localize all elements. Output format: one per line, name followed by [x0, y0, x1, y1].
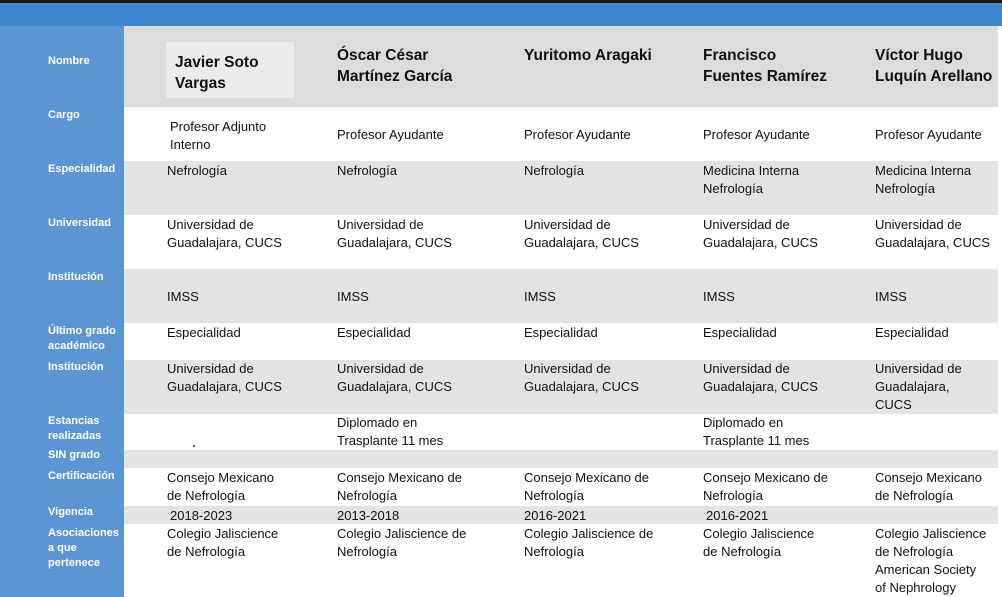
- grado-yuritomo: Especialidad: [524, 325, 598, 340]
- name-yuritomo: Yuritomo Aragaki: [524, 47, 652, 64]
- institucion-victor: IMSS: [875, 289, 907, 304]
- universidad-francisco: Universidad de Guadalajara, CUCS: [703, 217, 818, 250]
- grado-oscar: Especialidad: [337, 325, 411, 340]
- row-bg-institucion: [124, 269, 998, 323]
- universidad-javier: Universidad de Guadalajara, CUCS: [167, 217, 282, 250]
- certificacion-javier: Consejo Mexicano de Nefrología: [167, 470, 274, 503]
- asociaciones-oscar: Colegio Jaliscience de Nefrología: [337, 526, 467, 559]
- label-vigencia: Vigencia: [48, 506, 94, 518]
- name-victor: Víctor Hugo Luquín Arellano: [875, 47, 993, 85]
- grado-victor: Especialidad: [875, 325, 949, 340]
- universidad-yuritomo: Universidad de Guadalajara, CUCS: [524, 217, 639, 250]
- cargo-francisco: Profesor Ayudante: [703, 127, 810, 142]
- cargo-javier: Profesor Adjunto Interno: [170, 119, 267, 152]
- especialidad-oscar: Nefrología: [337, 163, 397, 178]
- institucion-yuritomo: IMSS: [524, 289, 556, 304]
- certificacion-oscar: Consejo Mexicano de Nefrología: [337, 470, 463, 503]
- asociaciones-yuritomo: Colegio Jaliscience de Nefrología: [524, 526, 654, 559]
- label-especialidad: Especialidad: [48, 163, 116, 175]
- asociaciones-francisco: Colegio Jaliscience de Nefrología: [703, 526, 815, 559]
- name-oscar: Óscar César Martínez García: [337, 47, 453, 85]
- cargo-yuritomo: Profesor Ayudante: [524, 127, 631, 142]
- universidad-victor: Universidad de Guadalajara, CUCS: [875, 217, 990, 250]
- institucion2-oscar: Universidad de Guadalajara, CUCS: [337, 361, 452, 394]
- institucion-javier: IMSS: [167, 289, 199, 304]
- vigencia-oscar: 2013-2018: [337, 508, 400, 523]
- certificacion-victor: Consejo Mexicano de Nefrología: [875, 470, 982, 503]
- especialidad-yuritomo: Nefrología: [524, 163, 584, 178]
- institucion2-javier: Universidad de Guadalajara, CUCS: [167, 361, 282, 394]
- certificacion-francisco: Consejo Mexicano de Nefrología: [703, 470, 829, 503]
- especialidad-victor: Medicina Interna Nefrología: [875, 163, 972, 196]
- row-bg-sin: [124, 450, 998, 468]
- asociaciones-victor: Colegio Jaliscience de Nefrología American Society of Nephrology: [875, 526, 987, 595]
- certificacion-yuritomo: Consejo Mexicano de Nefrología: [524, 470, 650, 503]
- institucion2-yuritomo: Universidad de Guadalajara, CUCS: [524, 361, 639, 394]
- vigencia-yuritomo: 2016-2021: [524, 508, 587, 523]
- grado-francisco: Especialidad: [703, 325, 777, 340]
- stray-dot: [193, 445, 195, 447]
- institucion2-victor: Universidad de Guadalajara, CUCS: [875, 361, 962, 412]
- row-bg-estancias: [124, 414, 998, 450]
- label-institucion: Institución: [48, 271, 104, 283]
- cargo-oscar: Profesor Ayudante: [337, 127, 444, 142]
- especialidad-francisco: Medicina Interna Nefrología: [703, 163, 800, 196]
- top-header-bar: [0, 0, 1002, 26]
- label-cargo: Cargo: [48, 109, 80, 121]
- institucion2-francisco: Universidad de Guadalajara, CUCS: [703, 361, 818, 394]
- label-institucion2: Institución: [48, 361, 104, 373]
- estancias-oscar: Diplomado en Trasplante 11 mes: [337, 415, 444, 448]
- name-francisco: Francisco Fuentes Ramírez: [703, 47, 828, 85]
- cargo-victor: Profesor Ayudante: [875, 127, 982, 142]
- especialidad-javier: Nefrología: [167, 163, 227, 178]
- label-universidad: Universidad: [48, 217, 111, 229]
- asociaciones-javier: Colegio Jaliscience de Nefrología: [167, 526, 279, 559]
- label-nombre: Nombre: [48, 55, 90, 67]
- vigencia-javier: 2018-2023: [170, 508, 233, 523]
- grado-javier: Especialidad: [167, 325, 241, 340]
- universidad-oscar: Universidad de Guadalajara, CUCS: [337, 217, 452, 250]
- estancias-francisco: Diplomado en Trasplante 11 mes: [703, 415, 810, 448]
- label-estancias: Estancias realizadas: [48, 415, 102, 442]
- label-sin-grado: SIN grado: [48, 449, 100, 461]
- label-certificacion: Certificación: [48, 470, 115, 482]
- institucion-francisco: IMSS: [703, 289, 735, 304]
- label-asociaciones: Asociaciones a que pertenece: [48, 527, 119, 569]
- institucion-oscar: IMSS: [337, 289, 369, 304]
- vigencia-francisco: 2016-2021: [706, 508, 769, 523]
- name-javier: Javier Soto Vargas: [175, 54, 259, 92]
- label-grado: Último grado académico: [48, 325, 116, 352]
